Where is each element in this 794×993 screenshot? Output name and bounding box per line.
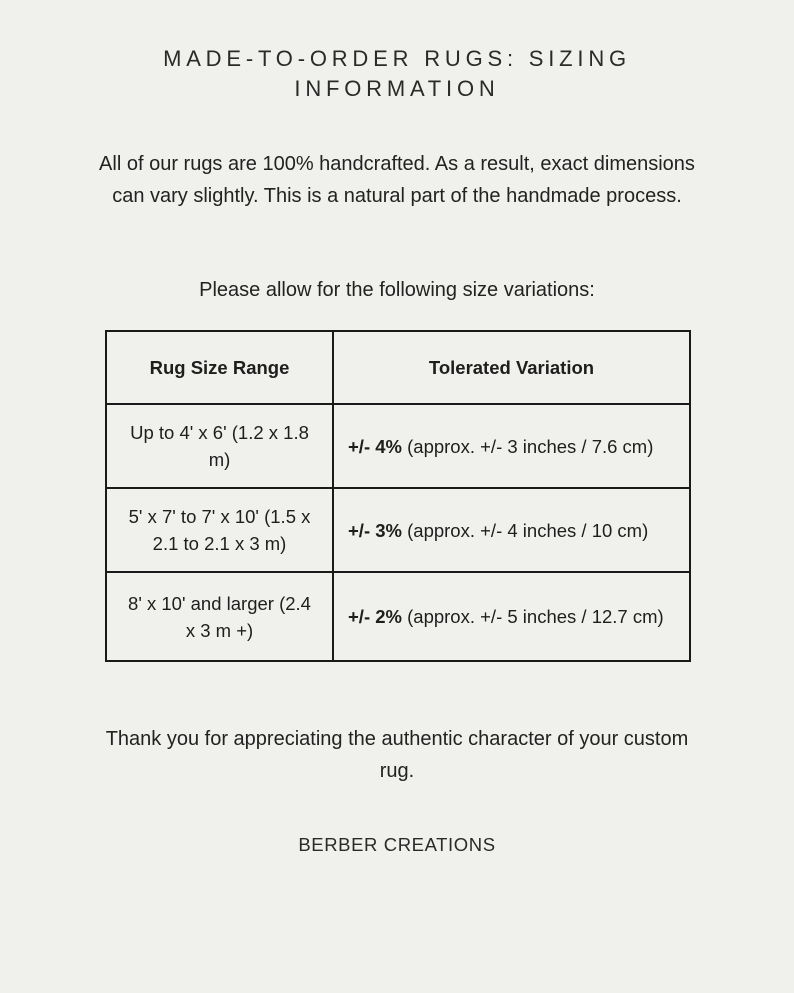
- allowance-note: Please allow for the following size variations:: [199, 279, 595, 301]
- variation-cell: [333, 572, 690, 661]
- variation-percent: +/- 3%: [348, 519, 402, 541]
- variation-approx: (approx. +/- 5 inches / 12.7 cm): [401, 606, 664, 627]
- size-variation-table: [105, 330, 691, 662]
- column-header-tolerated-variation: Tolerated Variation: [333, 331, 690, 404]
- table-row: [106, 488, 690, 572]
- column-header-size-range: Rug Size Range: [106, 331, 333, 404]
- size-range-cell: 5' x 7' to 7' x 10' (1.5 x 2.1 to 2.1 x 3 m): [106, 488, 333, 572]
- size-range-cell: 8' x 10' and larger (2.4 x 3 m +): [106, 572, 333, 661]
- variation-approx: (approx. +/- 3 inches / 7.6 cm): [401, 435, 654, 457]
- variation-percent: +/- 2%: [348, 606, 402, 627]
- table-row: [106, 572, 690, 661]
- page-title: MADE-TO-ORDER RUGS: SIZING INFORMATION: [163, 46, 631, 101]
- brand-signature: BERBER CREATIONS: [298, 834, 496, 855]
- table-header-row: [106, 331, 690, 404]
- intro-paragraph: All of our rugs are 100% handcrafted. As a result, exact dimensions can vary slightly. This is a natural part of the handmade process.: [99, 153, 695, 207]
- variation-cell: [333, 404, 690, 488]
- variation-percent: +/- 4%: [348, 435, 402, 457]
- variation-cell: [333, 488, 690, 572]
- size-range-cell: Up to 4' x 6' (1.2 x 1.8 m): [106, 404, 333, 488]
- table-row: [106, 404, 690, 488]
- thank-you-note: Thank you for appreciating the authentic character of your custom rug.: [105, 728, 689, 782]
- variation-approx: (approx. +/- 4 inches / 10 cm): [401, 519, 649, 541]
